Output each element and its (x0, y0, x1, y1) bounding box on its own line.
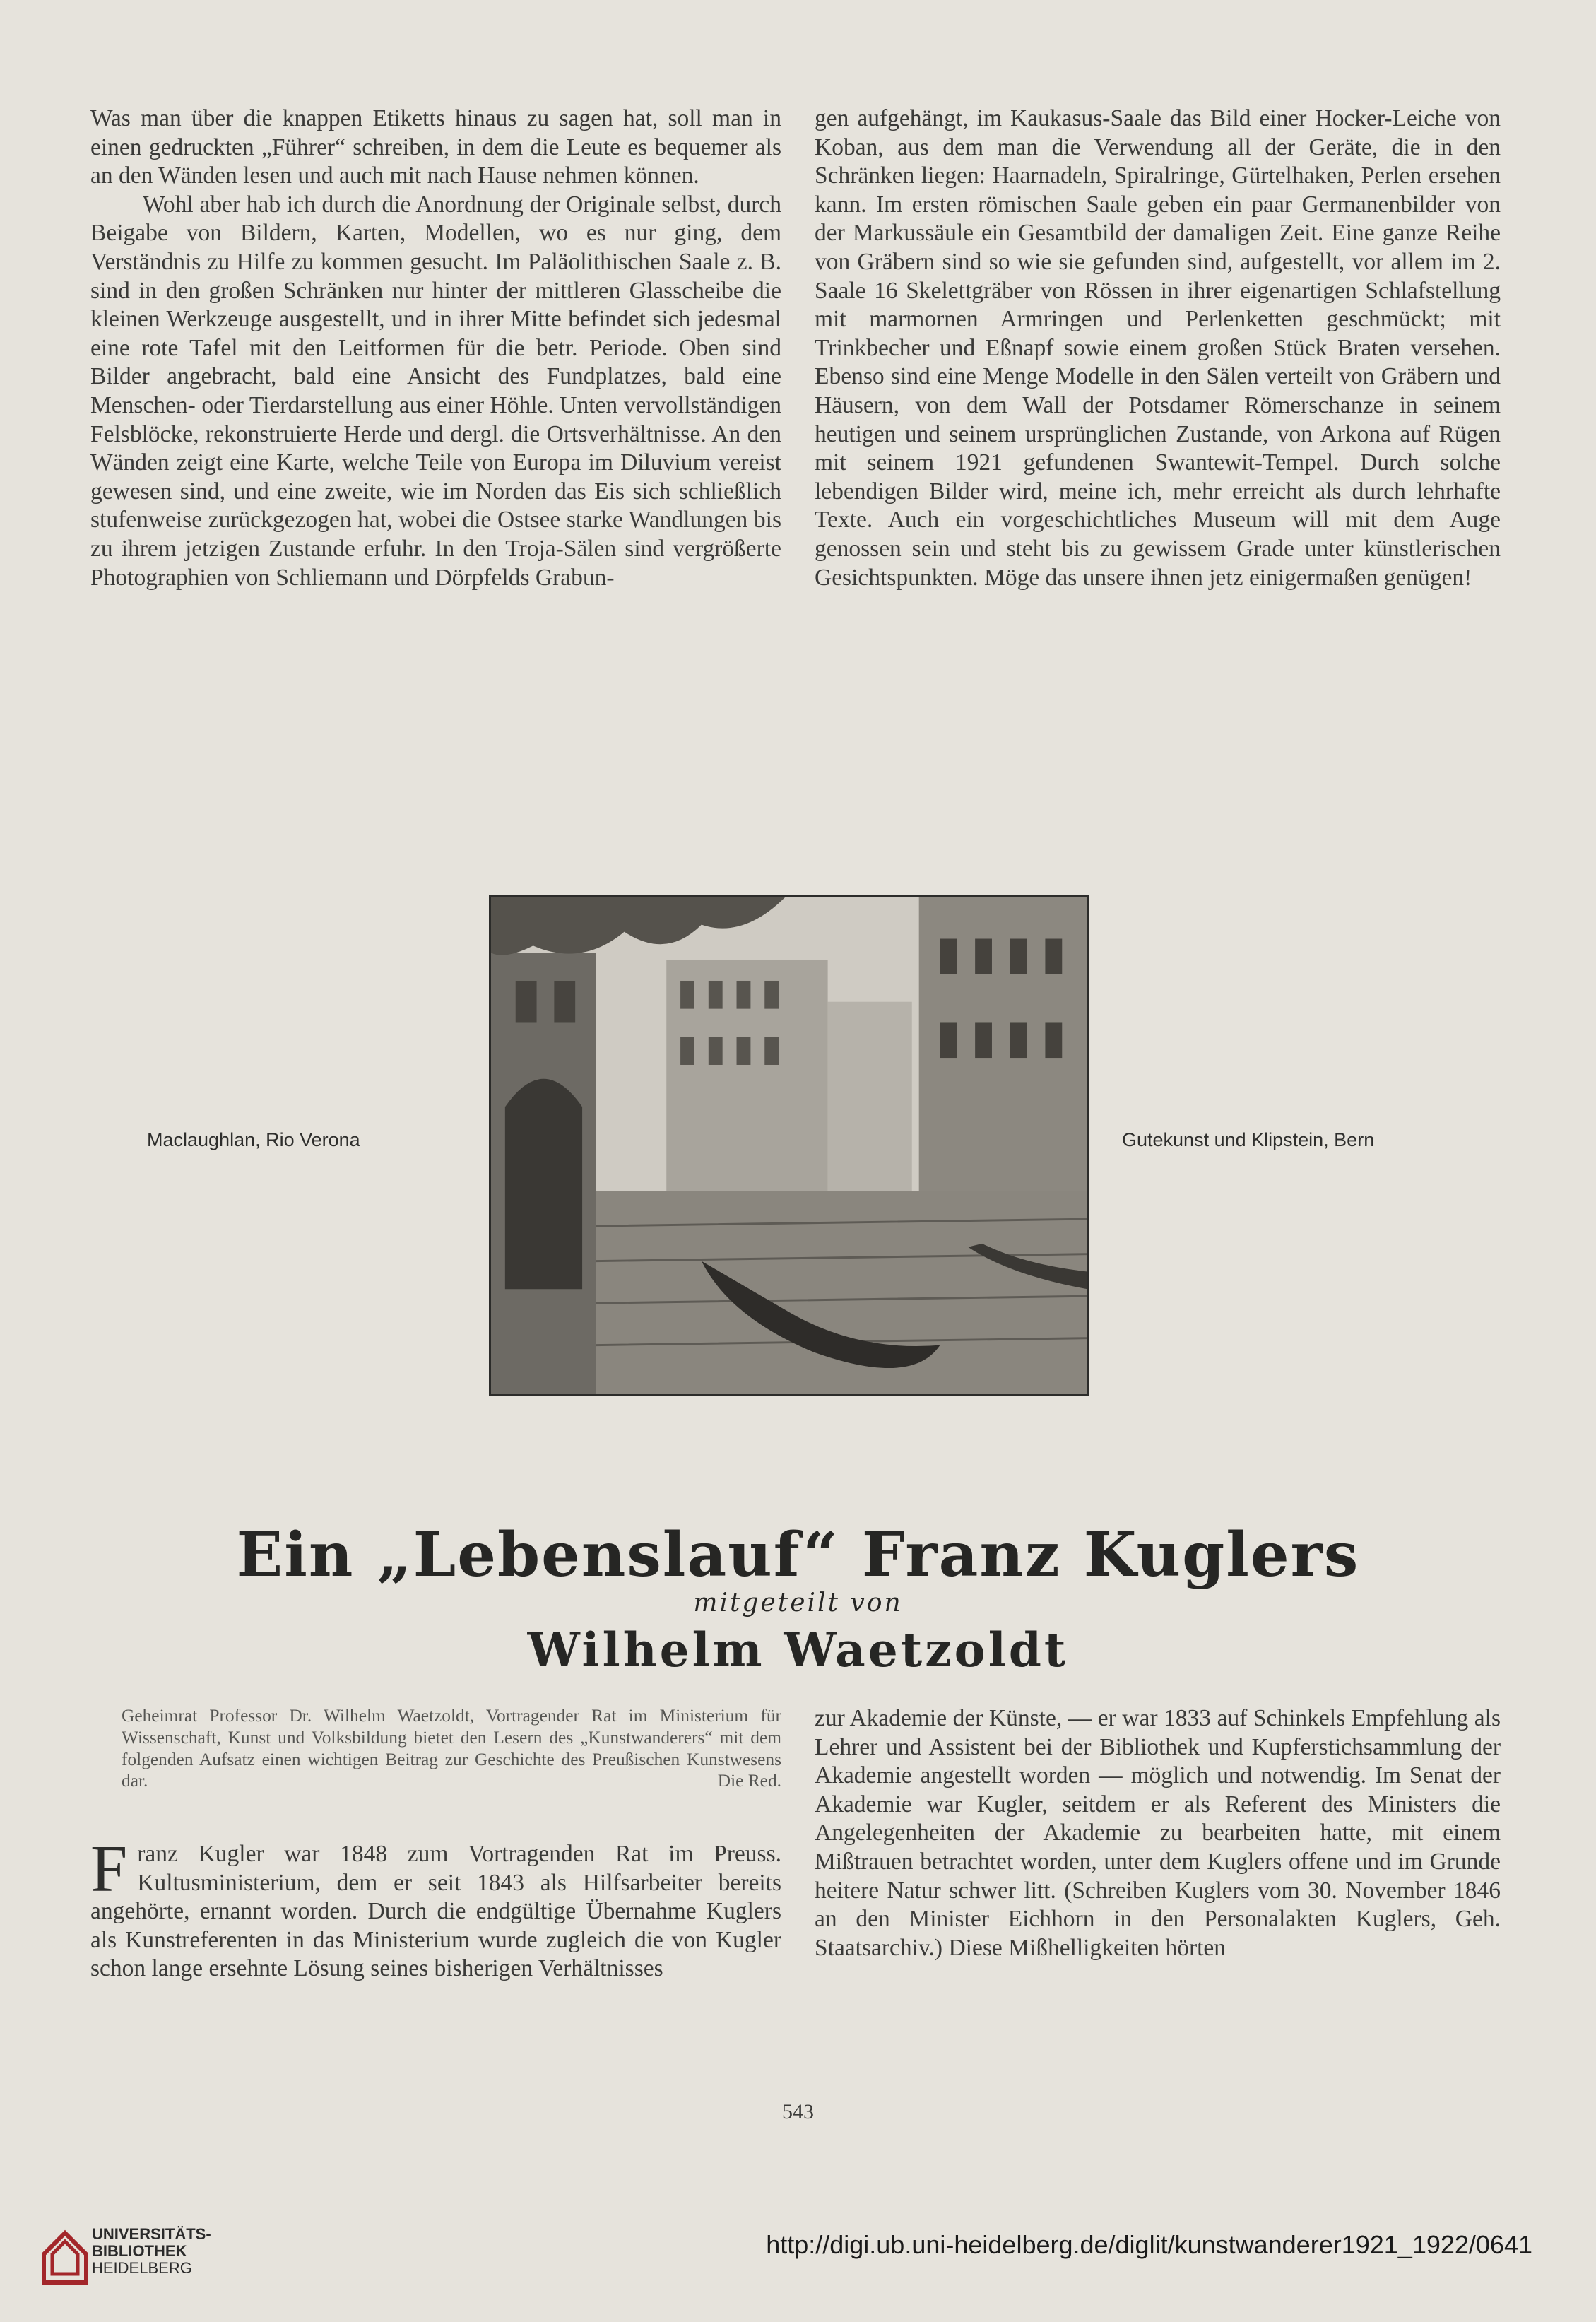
canal-etching-picture (491, 897, 1087, 1394)
article-author: Wilhelm Waetzoldt (527, 1622, 1069, 1678)
drop-cap: F (90, 1832, 128, 1906)
article-subtitle: mitgeteilt von (693, 1589, 903, 1617)
paragraph-akademie: zur Akademie der Künste, — er war 1833 auf Schinkels Empfehlung als Lehrer und Assistent bei der Bibliothek und Kupferstichsammlung der Akademie angestellt worden — möglich und notwendig. Im Senat der Akademie war Kugler, seitdem er als Referent des Ministers die Angelegenheiten der Akademie zu bearbeiten hatte, mit einem Mißtrauen betrachtet worden, unter dem Kuglers offene und im Grunde heitere Natur schwer litt. (Schreiben Kuglers vom 30. November 1846 an den Minister Eichhorn in den Personalakten Kuglers, Geh. Staatsarchiv.) Diese Mißhelligkeiten hörten (815, 1705, 1501, 1961)
etching-illustration (489, 895, 1089, 1396)
library-logo-icon (37, 2212, 93, 2297)
caption-artist: Maclaughlan, Rio Verona (147, 1129, 360, 1150)
column-bottom-left (90, 1832, 781, 1984)
article-title: Ein „Lebenslauf“ Franz Kuglers (236, 1519, 1360, 1591)
editor-note-signature: Die Red. (717, 1771, 781, 1791)
editor-note (122, 1705, 781, 1792)
library-name-line1: UNIVERSITÄTS- (92, 2225, 211, 2243)
library-name (92, 2226, 211, 2277)
library-name-line2: BIBLIOTHEK (92, 2242, 187, 2260)
editor-note-text: Geheimrat Professor Dr. Wilhelm Waetzoldt, Vortragender Rat im Ministerium für Wissenschaft, Kunst und Volksbildung bietet den Lesern des „Kunstwanderers“ mit dem folgenden Aufsatz einen wichtigen Beitrag zur Geschichte des Preußischen Kunstwesens dar. (122, 1706, 781, 1791)
paragraph-continuation: gen aufgehängt, im Kaukasus-Saale das Bild einer Hocker-Leiche von Koban, aus dem man die Verwendung all der Geräte, die in den Schränken liegen: Haarnadeln, Spiralringe, Gürtelhaken, Perlen ersehen kann. Im ersten römischen Saale geben ein paar Germanenbilder von der Markussäule ein Gesamtbild der damaligen Zeit. Eine ganze Reihe von Gräbern sind so wie sie gefunden sind, aufgestellt, vor allem im 2. Saale 16 Skelettgräber von Rössen in ihrer eigenartigen Schlafstellung mit marmornen Armringen und Perlenketten geschmückt; mit Trinkbecher und Eßnapf sowie einem großen Stück Braten versehen. Ebenso sind eine Menge Modelle in den Sälen verteilt von Gräbern und Häusern, von dem Wall der Potsdamer Römerschanze in seinem heutigen und seinem ursprünglichen Zustande, von Arkona auf Rügen mit seinem 1921 gefundenen Swantewit-Tempel. Durch solche lebendigen Bilder wird, meine ich, mehr erreicht als durch lehrhafte Texte. Auch ein vorgeschichtliches Museum will mit dem Auge genossen sein und steht bis zu gewissem Grade unter künstlerischen Gesichtspunkten. Möge das unsere ihnen jetz einigermaßen genügen! (815, 105, 1501, 591)
source-url[interactable]: http://digi.ub.uni-heidelberg.de/diglit/kunstwanderer1921_1922/0641 (766, 2230, 1532, 2259)
column-top-left (90, 105, 781, 592)
column-bottom-right (815, 1704, 1501, 1962)
caption-source: Gutekunst und Klipstein, Bern (1122, 1129, 1375, 1150)
library-name-line3: HEIDELBERG (92, 2259, 192, 2277)
column-top-right (815, 105, 1501, 592)
paragraph-kugler-intro-text: ranz Kugler war 1848 zum Vortragenden Rat im Preuss. Kultusministerium, dem er seit 1843 als Hilfsarbeiter bereits angehörte, ernannt worden. Durch die endgültige Übernahme Kuglers als Kunstreferenten in das Ministerium wurde zugleich die von Kugler schon lange ersehnte Lösung seines bisherigen Verhältnisses (90, 1841, 781, 1982)
paragraph-arrangement: Wohl aber hab ich durch die Anordnung der Originale selbst, durch Beigabe von Bildern, Karten, Modellen, wo es nur ging, dem Verständnis zu Hilfe zu kommen gesucht. Im Paläolithischen Saale z. B. sind in den großen Schränken nur hinter der mittleren Glasscheibe die kleinen Werkzeuge ausgestellt, und in ihrer Mitte befindet sich jedesmal eine rote Tafel mit den Leitformen für die betr. Periode. Oben sind Bilder angebracht, bald eine Ansicht des Fundplatzes, bald eine Menschen- oder Tierdarstellung aus einer Höhle. Unten vervollständigen Felsblöcke, rekonstruierte Herde und dergl. die Ortsverhältnisse. An den Wänden zeigt eine Karte, welche Teile von Europa im Diluvium vereist gewesen sind, und eine zweite, wie im Norden das Eis sich schließlich stufenweise zurückgezogen hat, wobei die Ostsee starke Wandlungen bis zu ihrem jetzigen Zustande erfuhr. In den Troja-Sälen sind vergrößerte Photographien von Schliemann und Dörpfelds Grabun- (90, 191, 781, 591)
page-number: 543 (782, 2100, 814, 2123)
paragraph-museum-guide: Was man über die knappen Etiketts hinaus zu sagen hat, soll man in einen gedruckten „Führer“ schreiben, in dem die Leute es bequemer als an den Wänden lesen und auch mit nach Hause nehmen können. (90, 105, 781, 189)
paragraph-kugler-intro (90, 1832, 781, 1984)
